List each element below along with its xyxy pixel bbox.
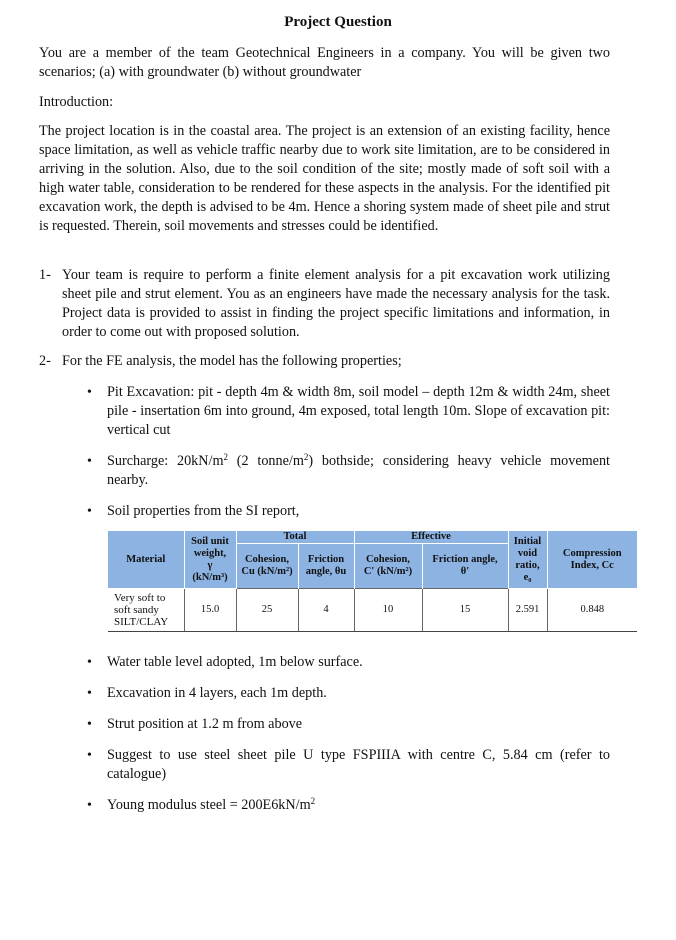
- header-friction-angle: Friction angle, θ': [422, 544, 508, 589]
- cell-material: Very soft to soft sandy SILT/CLAY: [108, 589, 184, 632]
- bullet-icon: •: [87, 686, 92, 701]
- header-friction-angle-u: Friction angle, θu: [298, 544, 354, 589]
- bullet-icon: •: [87, 385, 92, 400]
- item-1-number: 1-: [39, 267, 51, 283]
- item-2-text: For the FE analysis, the model has the following properties;: [62, 353, 402, 369]
- item-1-text: Your team is require to perform a finite element analysis for a pit excavation work utilizing sheet pile and strut element. You as an engineers have made the necessary analysis for the task. Project data is provided to assist in finding the project specific limitations and information, in order to come out with proposed solution.: [62, 267, 610, 340]
- bullet-soil-properties: Soil properties from the SI report,: [107, 503, 300, 519]
- table-row: [108, 589, 637, 632]
- bullet-icon: •: [87, 798, 92, 813]
- bullet-icon: •: [87, 748, 92, 763]
- header-group-total: Total: [236, 531, 354, 544]
- bullet-pit-excavation: Pit Excavation: pit - depth 4m & width 8m, soil model – depth 12m & width 24m, sheet pile - insertation 6m into ground, 4m exposed, total length 10m. Slope of excavation pit: vertical cut: [107, 384, 610, 438]
- bullet-icon: •: [87, 454, 92, 469]
- item-2-number: 2-: [39, 353, 51, 369]
- cell-cohesion-cu: 25: [236, 589, 298, 632]
- introduction-body: The project location is in the coastal area. The project is an extension of an existing facility, hence space limitation, as well as vehicle traffic nearby due to work site limitation, are to be considered in arriving in the solution. Also, due to the soil condition of the site; mostly made of soft soil with a high water table, consideration to be rendered for these aspects in the analysis. For the identified pit excavation work, the depth is advised to be 4m. Hence a shoring system made of sheet pile and strut is requested. Therein, soil movements and stresses could be identified.: [39, 123, 610, 234]
- bullet-surcharge: Surcharge: $20kN/m^2$ (2 tonne/$m^2$) bothside; considering heavy vehicle movement nearby.: [107, 452, 610, 488]
- intro-paragraph: You are a member of the team Geotechnical Engineers in a company. You will be given two scenarios; (a) with groundwater (b) without groundwater: [39, 45, 610, 80]
- bullet-excavation-layers: Excavation in 4 layers, each 1m depth.: [107, 685, 327, 701]
- header-material: Material: [108, 531, 184, 589]
- page-title: Project Question: [284, 14, 392, 30]
- header-compression-index: Compression Index, Cc: [547, 531, 637, 589]
- bullet-strut-position: Strut position at 1.2 m from above: [107, 716, 303, 732]
- bullet-young-modulus: Young modulus steel = $200E6kN/m^2$: [107, 796, 316, 813]
- bullet-water-table: Water table level adopted, 1m below surface.: [107, 654, 363, 670]
- bullet-icon: •: [87, 717, 92, 732]
- bullet-icon: •: [87, 504, 92, 519]
- introduction-heading: Introduction:: [39, 94, 114, 110]
- header-unit-weight: Soil unit weight, γ (kN/m³): [184, 531, 236, 589]
- table-header-row: [108, 531, 637, 544]
- cell-friction-angle: 15: [422, 589, 508, 632]
- header-group-effective: Effective: [354, 531, 508, 544]
- bullet-sheet-pile-type: Suggest to use steel sheet pile U type FSPIIIA with centre C, 5.84 cm (refer to catalogue): [107, 747, 610, 782]
- cell-compression-index: 0.848: [547, 589, 637, 632]
- soil-properties-table: [108, 531, 637, 632]
- cell-void-ratio: 2.591: [508, 589, 547, 632]
- bullet-icon: •: [87, 655, 92, 670]
- header-cohesion-cu: Cohesion, Cu (kN/m²): [236, 544, 298, 589]
- header-cohesion-c: Cohesion, C' (kN/m²): [354, 544, 422, 589]
- cell-unit-weight: 15.0: [184, 589, 236, 632]
- cell-friction-angle-u: 4: [298, 589, 354, 632]
- header-void-ratio: Initial void ratio, e₀: [508, 531, 547, 589]
- cell-cohesion-c: 10: [354, 589, 422, 632]
